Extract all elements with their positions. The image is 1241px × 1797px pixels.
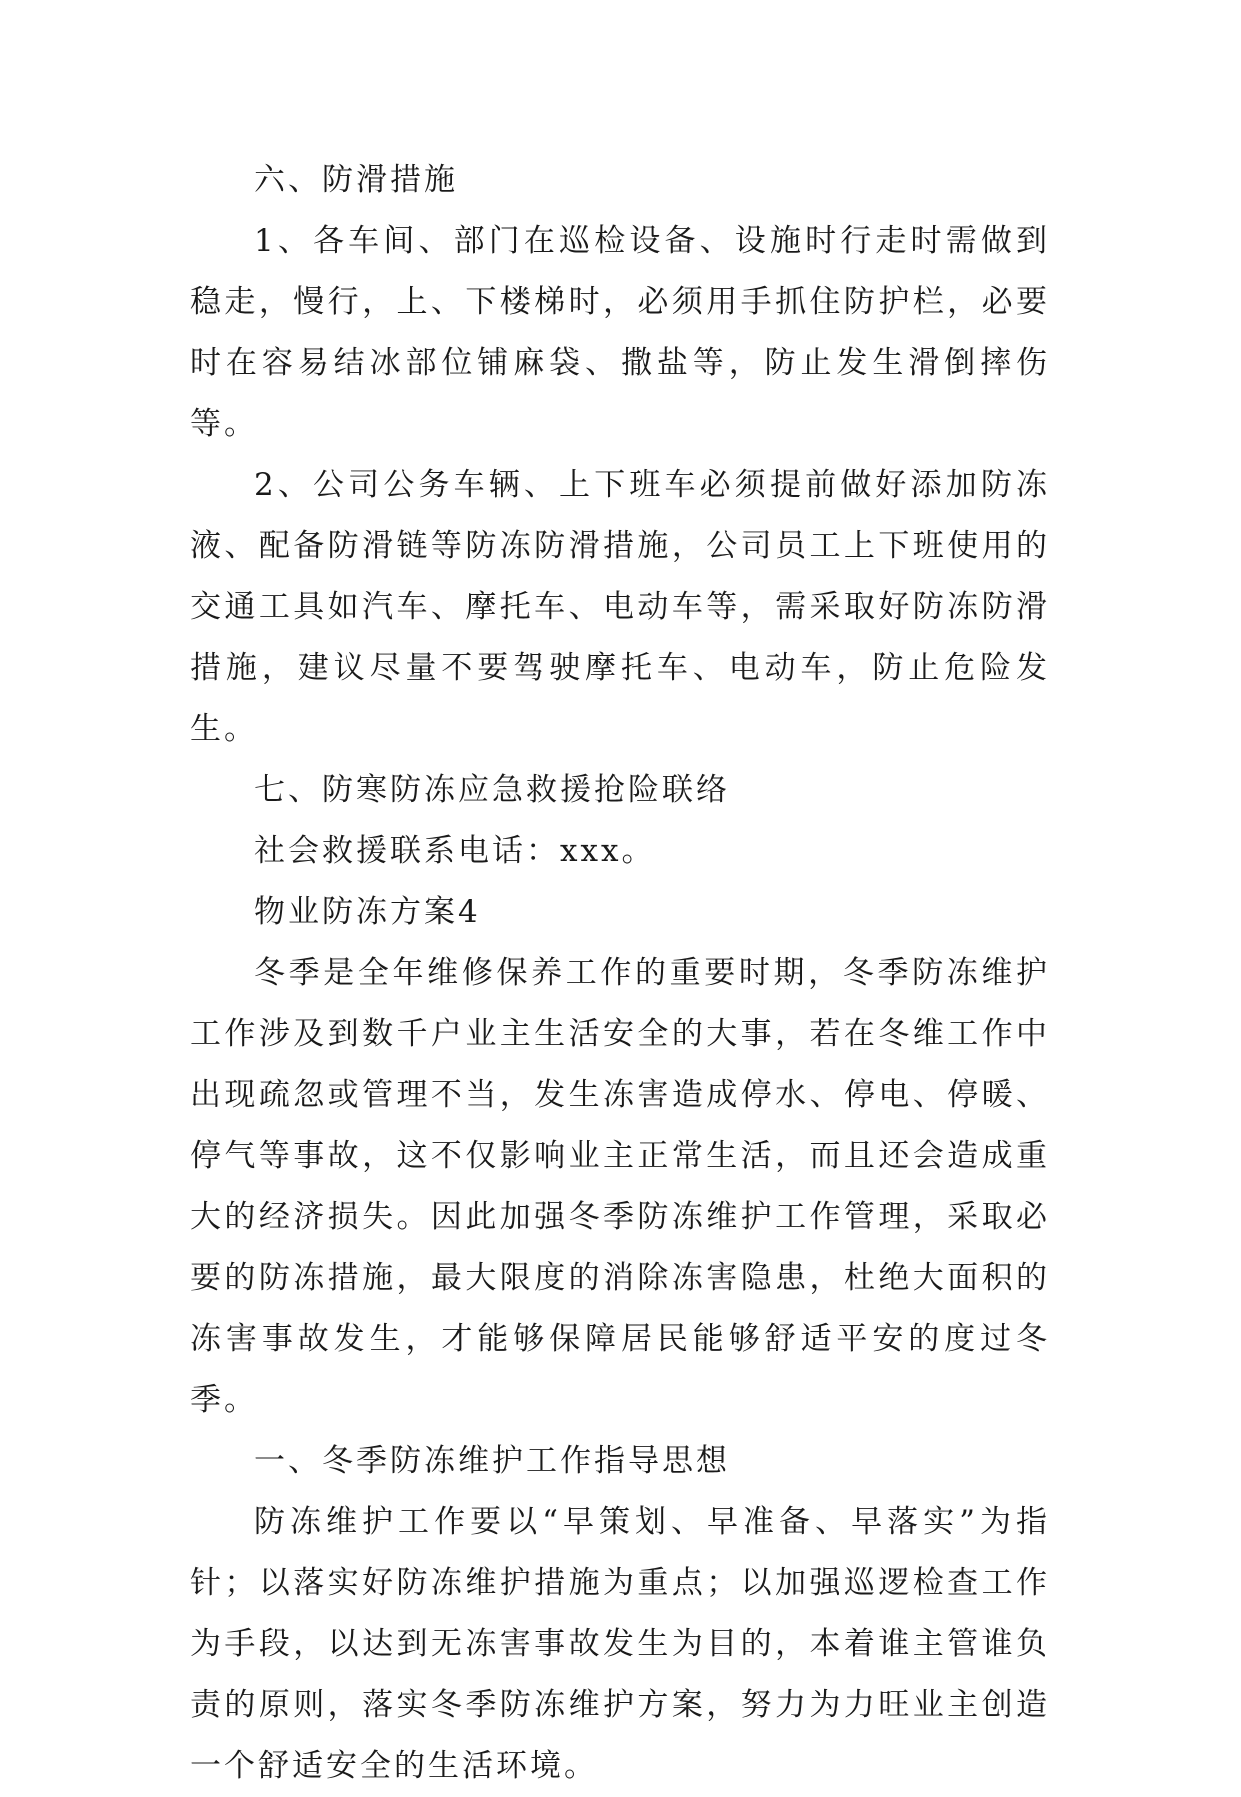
section-heading-emergency-contact: 七、防寒防冻应急救援抢险联络: [254, 772, 730, 808]
section-heading-guiding-ideology: 一、冬季防冻维护工作指导思想: [254, 1443, 730, 1479]
paragraph-guiding-ideology: 防冻维护工作要以“早策划、早准备、早落实”为指针；以落实好防冻维护措施为重点；以加强巡逻检查工作为手段，以达到无冻害事故发生为目的，本着谁主管谁负责的原则，落实冬季防冻维护方案，努力为力旺业主创造一个舒适安全的生活环境。: [190, 1504, 1050, 1784]
document-subtitle-plan-4: 物业防冻方案4: [254, 894, 481, 930]
paragraph-anti-slip-item-1: 1、各车间、部门在巡检设备、设施时行走时需做到稳走，慢行，上、下楼梯时，必须用手抓住防护栏，必要时在容易结冰部位铺麻袋、撒盐等，防止发生滑倒摔伤等。: [190, 223, 1050, 442]
document-page: [190, 150, 1050, 1797]
section-heading-anti-slip: 六、防滑措施: [254, 162, 458, 198]
paragraph-winter-intro: 冬季是全年维修保养工作的重要时期，冬季防冻维护工作涉及到数千户业主生活安全的大事，若在冬维工作中出现疏忽或管理不当，发生冻害造成停水、停电、停暖、停气等事故，这不仅影响业主正常生活，而且还会造成重大的经济损失。因此加强冬季防冻维护工作管理，采取必要的防冻措施，最大限度的消除冻害隐患，杜绝大面积的冻害事故发生，才能够保障居民能够舒适平安的度过冬季。: [190, 955, 1050, 1418]
paragraph-rescue-phone: 社会救援联系电话：xxx。: [254, 833, 656, 869]
paragraph-anti-slip-item-2: 2、公司公务车辆、上下班车必须提前做好添加防冻液、配备防滑链等防冻防滑措施，公司员工上下班使用的交通工具如汽车、摩托车、电动车等，需采取好防冻防滑措施，建议尽量不要驾驶摩托车、电动车，防止危险发生。: [190, 467, 1050, 747]
